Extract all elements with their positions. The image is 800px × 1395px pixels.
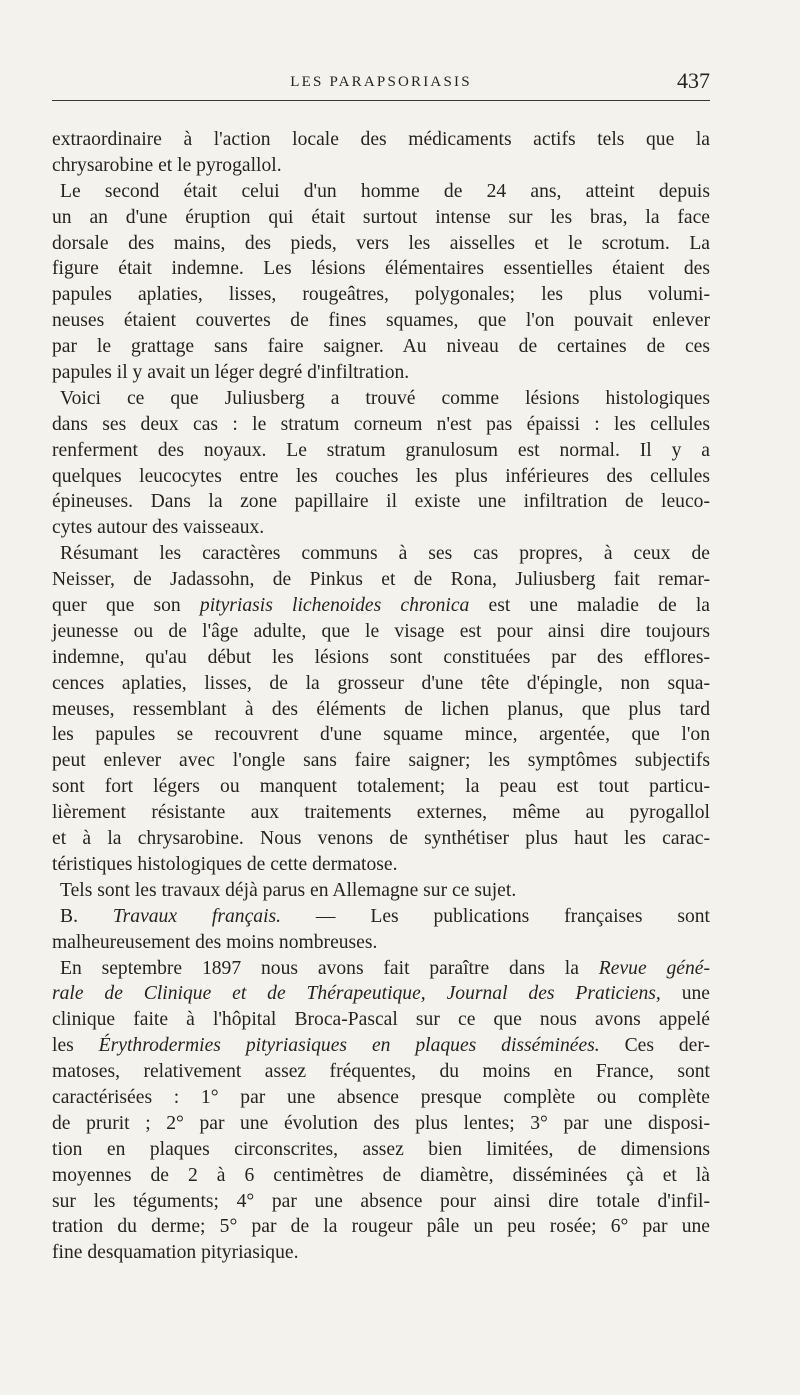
italic-text: rale de Clinique et de Thérapeutique, Journal des Praticiens,	[52, 983, 661, 1005]
text-line: cytes autour des vaisseaux.	[52, 517, 265, 539]
italic-text: Revue géné-	[598, 957, 710, 979]
text-line: Voici ce que Juliusberg a trouvé comme lésions histologiques	[60, 387, 710, 409]
text-line: meuses, ressemblant à des éléments de lichen planus, que plus tard	[52, 698, 710, 720]
text-line: papules aplaties, lisses, rougeâtres, polygonales; les plus volumi-	[52, 284, 710, 306]
text-line: un an d'une éruption qui était surtout intense sur les bras, la face	[52, 206, 710, 228]
text-line: les papules se recouvrent d'une squame mince, argentée, que l'on	[52, 724, 710, 746]
text-line: tion en plaques circonscrites, assez bien limitées, de dimensions	[52, 1138, 710, 1160]
page-header	[52, 66, 710, 101]
text-line: lièrement résistante aux traitements externes, même au pyrogallol	[52, 802, 710, 824]
text-line: renferment des noyaux. Le stratum granulosum est normal. Il y a	[52, 439, 710, 461]
text-line: Le second était celui d'un homme de 24 ans, atteint depuis	[60, 180, 710, 202]
italic-text: pityriasis lichenoides chronica	[199, 595, 470, 617]
text-line: téristiques histologiques de cette dermatose.	[52, 853, 398, 875]
text-line: par le grattage sans faire saigner. Au niveau de certaines de ces	[52, 336, 710, 358]
text-line: cences aplaties, lisses, de la grosseur d'une tête d'épingle, non squa-	[52, 672, 710, 694]
text-line: sur les téguments; 4° par une absence pour ainsi dire totale d'infil-	[52, 1190, 710, 1212]
text-line: tration du derme; 5° par de la rougeur pâle un peu rosée; 6° par une	[52, 1216, 710, 1238]
text-line: chrysarobine et le pyrogallol.	[52, 154, 282, 176]
text-line: moyennes de 2 à 6 centimètres de diamètre, disséminées çà et là	[52, 1164, 710, 1186]
text-line: rale de Clinique et de Thérapeutique, Journal des Praticiens, une	[52, 983, 710, 1005]
running-title: LES PARAPSORIASIS	[290, 74, 472, 90]
text-line: malheureusement des moins nombreuses.	[52, 931, 378, 953]
text-line: caractérisées : 1° par une absence presque complète ou complète	[52, 1086, 710, 1108]
text-line: quer que son pityriasis lichenoides chronica est une maladie de la	[52, 595, 710, 617]
text-line: Résumant les caractères communs à ses cas propres, à ceux de	[60, 543, 710, 565]
text-line: matoses, relativement assez fréquentes, du moins en France, sont	[52, 1061, 710, 1083]
text-line: En septembre 1897 nous avons fait paraître dans la Revue géné-	[60, 957, 710, 979]
text-line: Tels sont les travaux déjà parus en Allemagne sur ce sujet.	[60, 879, 517, 901]
text-line: papules il y avait un léger degré d'infiltration.	[52, 362, 410, 384]
text-line: indemne, qu'au début les lésions sont constituées par des efflores-	[52, 646, 710, 668]
text-line: peut enlever avec l'ongle sans faire saigner; les symptômes subjectifs	[52, 750, 710, 772]
text-line: Neisser, de Jadassohn, de Pinkus et de Rona, Juliusberg fait remar-	[52, 569, 710, 591]
text-line: clinique faite à l'hôpital Broca-Pascal sur ce que nous avons appelé	[52, 1009, 710, 1031]
body-text	[52, 127, 710, 1266]
text-line: neuses étaient couvertes de fines squames, que l'on pouvait enlever	[52, 310, 710, 332]
italic-text: Travaux français.	[112, 905, 282, 927]
text-line: les Érythrodermies pityriasiques en plaques disséminées. Ces der-	[52, 1035, 710, 1057]
text-line: fine desquamation pityriasique.	[52, 1242, 299, 1264]
text-line: sont fort légers ou manquent totalement; la peau est tout particu-	[52, 776, 710, 798]
text-line: épineuses. Dans la zone papillaire il existe une infiltration de leuco-	[52, 491, 710, 513]
text-line: B. Travaux français. — Les publications françaises sont	[60, 905, 710, 927]
text-line: de prurit ; 2° par une évolution des plus lentes; 3° par une disposi-	[52, 1112, 710, 1134]
text-line: figure était indemne. Les lésions élémentaires essentielles étaient des	[52, 258, 710, 280]
text-line: dorsale des mains, des pieds, vers les aisselles et le scrotum. La	[52, 232, 710, 254]
text-line: extraordinaire à l'action locale des médicaments actifs tels que la	[52, 129, 710, 150]
text-line: et à la chrysarobine. Nous venons de synthétiser plus haut les carac-	[52, 828, 710, 850]
page-number: 437	[677, 68, 710, 93]
text-line: quelques leucocytes entre les couches les plus inférieures des cellules	[52, 465, 710, 487]
text-line: dans ses deux cas : le stratum corneum n'est pas épaissi : les cellules	[52, 413, 710, 435]
italic-text: Érythrodermies pityriasiques en plaques disséminées.	[98, 1035, 600, 1057]
text-line: jeunesse ou de l'âge adulte, que le visage est pour ainsi dire toujours	[52, 620, 710, 642]
